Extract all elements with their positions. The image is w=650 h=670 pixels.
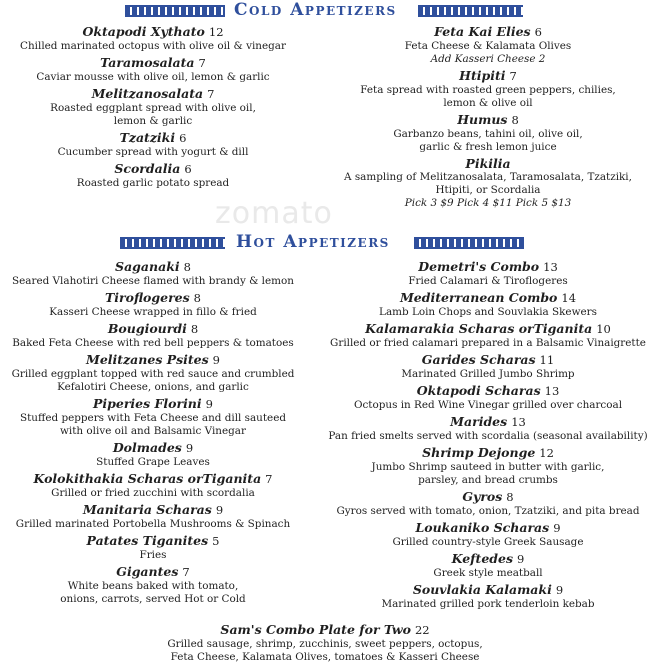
menu-item-description-line: Seared Vlahotiri Cheese flamed with brandy & lemon <box>12 275 294 287</box>
menu-item <box>0 502 306 531</box>
hot-left-column <box>0 259 306 608</box>
item-name-text: Melitzanes Psites <box>86 352 209 367</box>
menu-item-name <box>0 321 306 337</box>
menu-item <box>0 396 306 438</box>
menu-item-name <box>0 259 306 275</box>
item-name-text: Mediterranean Combo <box>399 290 558 305</box>
menu-item-description-line: garlic & fresh lemon juice <box>419 141 557 153</box>
item-name-text: Bougiourdi <box>107 321 187 336</box>
item-name-text: Tiroflogeres <box>105 290 190 305</box>
menu-item-description-line: Stuffed peppers with Feta Cheese and dill sauteed <box>19 412 286 424</box>
menu-item-name <box>0 161 306 177</box>
menu-item-description-line: Lamb Loin Chops and Souvlakia Skewers <box>379 306 597 318</box>
menu-item <box>326 68 650 110</box>
menu-item-name <box>0 471 306 487</box>
item-name-text: Htipiti <box>459 68 506 83</box>
hot-appetizers-header <box>0 232 650 254</box>
menu-item-description-line: Caviar mousse with olive oil, lemon & garlic <box>36 71 270 83</box>
menu-item-description-line: Chilled marinated octopus with olive oil & vinegar <box>20 40 286 52</box>
menu-item-name <box>326 582 650 598</box>
menu-item <box>326 489 650 518</box>
menu-item-description-line: Fried Calamari & Tiroflogeres <box>408 275 568 287</box>
item-name-text: Oktapodi Scharas <box>416 383 541 398</box>
menu-item-price: 9 <box>517 552 525 566</box>
menu-item-price: 12 <box>208 25 224 39</box>
item-name-text: Marides <box>450 414 508 429</box>
menu-item-name <box>326 520 650 536</box>
item-name-text: Manitaria Scharas <box>82 502 212 517</box>
menu-item-name <box>326 156 650 171</box>
menu-item-description-line: Fries <box>139 549 167 561</box>
hot-right-column <box>326 259 650 613</box>
menu-item-description-line: A sampling of Melitzanosalata, Taramosalata, Tzatziki, <box>344 171 632 183</box>
menu-item-name <box>326 551 650 567</box>
item-name-text: Piperies Florini <box>93 396 202 411</box>
menu-item-price: 13 <box>511 415 526 429</box>
cold-appetizers-header <box>0 0 650 22</box>
item-name-text: Sam's Combo Plate for Two <box>220 622 411 637</box>
menu-item <box>326 414 650 443</box>
menu-item-name <box>0 86 306 102</box>
item-name-text: Feta Kai Elies <box>434 24 531 39</box>
item-name-text: Souvlakia Kalamaki <box>412 582 552 597</box>
menu-item-price: 7 <box>207 87 215 101</box>
menu-item-name <box>326 383 650 399</box>
menu-item-price: 7 <box>198 56 206 70</box>
menu-item-price: 7 <box>265 472 273 486</box>
item-name-text: Tzatziki <box>119 130 176 145</box>
menu-item <box>326 551 650 580</box>
menu-item-name <box>0 24 306 40</box>
menu-item <box>0 352 306 394</box>
menu-item-description-line: Marinated Grilled Jumbo Shrimp <box>401 368 575 380</box>
menu-item-price: 11 <box>539 353 555 367</box>
greek-key-border-left <box>125 5 225 17</box>
hot-appetizers-title: Hot Appetizers <box>236 232 390 252</box>
menu-item <box>326 520 650 549</box>
menu-item <box>326 24 650 66</box>
item-name-text: Loukaniko Scharas <box>415 520 550 535</box>
menu-item <box>0 24 306 53</box>
menu-item <box>326 156 650 210</box>
menu-item-description-line: with olive oil and Balsamic Vinegar <box>60 425 246 437</box>
menu-item-description-line: Grilled eggplant topped with red sauce and crumbled <box>11 368 295 380</box>
menu-item-note: Add Kasseri Cheese 2 <box>430 53 546 65</box>
item-name-text: Kalamarakia Scharas orTiganita <box>365 321 593 336</box>
menu-item-name <box>326 414 650 430</box>
menu-item-name <box>0 290 306 306</box>
item-name-text: Kolokithakia Scharas orTiganita <box>33 471 262 486</box>
menu-item <box>326 582 650 611</box>
menu-item-description-line: Grilled country-style Greek Sausage <box>392 536 584 548</box>
menu-item-name <box>326 321 650 337</box>
menu-item <box>326 112 650 154</box>
menu-item-description-line: Marinated grilled pork tenderloin kebab <box>381 598 595 610</box>
menu-item-description-line: Cucumber spread with yogurt & dill <box>57 146 249 158</box>
cold-appetizers-title: Cold Appetizers <box>234 0 397 20</box>
menu-item-description-line: Garbanzo beans, tahini oil, olive oil, <box>393 128 583 140</box>
menu-item <box>0 86 306 128</box>
menu-item-description-line: Grilled or fried calamari prepared in a Balsamic Vinaigrette <box>330 337 646 349</box>
menu-item-price: 8 <box>506 490 514 504</box>
menu-item <box>0 321 306 350</box>
menu-item-description-line: Grilled sausage, shrimp, zucchinis, sweet peppers, octopus, <box>167 638 483 650</box>
menu-item <box>0 130 306 159</box>
menu-item-name <box>0 396 306 412</box>
menu-item-price: 22 <box>414 623 430 637</box>
menu-item-name <box>0 352 306 368</box>
menu-item-price: 13 <box>543 260 558 274</box>
menu-item <box>326 383 650 412</box>
item-name-text: Gyros <box>462 489 503 504</box>
item-name-text: Dolmades <box>112 440 182 455</box>
menu-item-description-line: lemon & olive oil <box>443 97 533 109</box>
greek-key-border-right <box>418 5 523 17</box>
menu-item-description-line: Roasted eggplant spread with olive oil, <box>50 102 256 114</box>
menu-item <box>326 352 650 381</box>
menu-item-description-line: Jumbo Shrimp sauteed in butter with garlic, <box>371 461 605 473</box>
menu-item-price: 9 <box>553 521 561 535</box>
menu-item-price: 6 <box>534 25 542 39</box>
menu-item <box>0 622 650 664</box>
menu-item-description-line: Stuffed Grape Leaves <box>96 456 210 468</box>
menu-item-price: 9 <box>555 583 564 597</box>
menu-item-price: 10 <box>596 322 611 336</box>
menu-item-name <box>0 55 306 71</box>
greek-key-border-right <box>414 237 524 249</box>
item-name-text: Taramosalata <box>100 55 195 70</box>
menu-item-name <box>0 564 306 580</box>
menu-item-description-line: White beans baked with tomato, <box>67 580 239 592</box>
menu-item-note: Pick 3 $9 Pick 4 $11 Pick 5 $13 <box>404 197 572 209</box>
menu-item-description-line: Octopus in Red Wine Vinegar grilled over charcoal <box>353 399 623 411</box>
menu-item-price: 9 <box>212 353 220 367</box>
menu-item-name <box>0 130 306 146</box>
menu-item-price: 6 <box>179 131 187 145</box>
item-name-text: Demetri's Combo <box>418 259 540 274</box>
menu-item-price: 9 <box>215 503 224 517</box>
menu-item <box>0 259 306 288</box>
menu-item-description-line: lemon & garlic <box>113 115 193 127</box>
item-name-text: Garides Scharas <box>421 352 536 367</box>
item-name-text: Pikilia <box>465 156 511 171</box>
menu-item <box>326 321 650 350</box>
menu-item-name <box>326 290 650 306</box>
menu-item-name <box>326 24 650 40</box>
item-name-text: Patates Tiganites <box>86 533 209 548</box>
menu-item-price: 12 <box>539 446 554 460</box>
item-name-text: Humus <box>457 112 508 127</box>
menu-item <box>326 290 650 319</box>
menu-item-price: 8 <box>183 260 191 274</box>
menu-item-price: 13 <box>544 384 560 398</box>
menu-item-name <box>326 259 650 275</box>
combo-plate-section <box>0 622 650 666</box>
cold-left-column <box>0 24 306 192</box>
item-name-text: Melitzanosalata <box>91 86 204 101</box>
item-name-text: Saganaki <box>115 259 180 274</box>
menu-item <box>0 55 306 84</box>
menu-item <box>0 471 306 500</box>
menu-item-description-line: Greek style meatball <box>433 567 543 579</box>
menu-item-description-line: onions, carrots, served Hot or Cold <box>60 593 246 605</box>
menu-item-name <box>326 352 650 368</box>
menu-item-name <box>0 440 306 456</box>
menu-item-description-line: Roasted garlic potato spread <box>76 177 230 189</box>
item-name-text: Oktapodi Xythato <box>82 24 205 39</box>
greek-key-border-left <box>120 237 225 249</box>
menu-item-name <box>326 445 650 461</box>
menu-item-name <box>326 68 650 84</box>
item-name-text: Keftedes <box>451 551 514 566</box>
menu-item-name <box>326 112 650 128</box>
menu-item-price: 6 <box>184 162 192 176</box>
menu-item-price: 8 <box>190 322 199 336</box>
menu-item <box>326 259 650 288</box>
menu-item-description-line: Grilled or fried zucchini with scordalia <box>51 487 255 499</box>
menu-item-description-line: Gyros served with tomato, onion, Tzatziki, and pita bread <box>336 505 640 517</box>
menu-item-name <box>0 502 306 518</box>
menu-item <box>0 440 306 469</box>
cold-right-column <box>326 24 650 212</box>
menu-item-description-line: Baked Feta Cheese with red bell peppers & tomatoes <box>12 337 294 349</box>
menu-item-description-line: Pan fried smelts served with scordalia (seasonal availability) <box>328 430 648 442</box>
menu-item-description-line: Feta spread with roasted green peppers, chilies, <box>360 84 616 96</box>
menu-item-name <box>0 533 306 549</box>
menu-item-description-line: Kefalotiri Cheese, onions, and garlic <box>57 381 249 393</box>
menu-item-price: 5 <box>212 534 220 548</box>
menu-item-price: 8 <box>193 291 201 305</box>
menu-item <box>0 290 306 319</box>
item-name-text: Scordalia <box>114 161 181 176</box>
menu-item-price: 9 <box>205 397 213 411</box>
menu-item-description-line: Kasseri Cheese wrapped in fillo & fried <box>49 306 257 318</box>
menu-item <box>0 564 306 606</box>
menu-item-description-line: Feta Cheese, Kalamata Olives, tomatoes & Kasseri Cheese <box>170 651 480 663</box>
menu-item-description-line: Htipiti, or Scordalia <box>435 184 541 196</box>
menu-item-description-line: Feta Cheese & Kalamata Olives <box>404 40 572 52</box>
menu-item-description-line: parsley, and bread crumbs <box>418 474 558 486</box>
menu-item-price: 8 <box>511 113 519 127</box>
item-name-text: Gigantes <box>116 564 179 579</box>
item-name-text: Shrimp Dejonge <box>422 445 536 460</box>
menu-item-price: 7 <box>509 69 517 83</box>
menu-item-price: 14 <box>561 291 577 305</box>
menu-item <box>0 533 306 562</box>
menu-item <box>0 161 306 190</box>
menu-item <box>326 445 650 487</box>
menu-item-price: 9 <box>185 441 194 455</box>
menu-item-name <box>326 489 650 505</box>
watermark: zomato <box>215 196 333 231</box>
menu-item-description-line: Grilled marinated Portobella Mushrooms & Spinach <box>15 518 291 530</box>
menu-item-price: 7 <box>182 565 190 579</box>
menu-item-name <box>0 622 650 638</box>
